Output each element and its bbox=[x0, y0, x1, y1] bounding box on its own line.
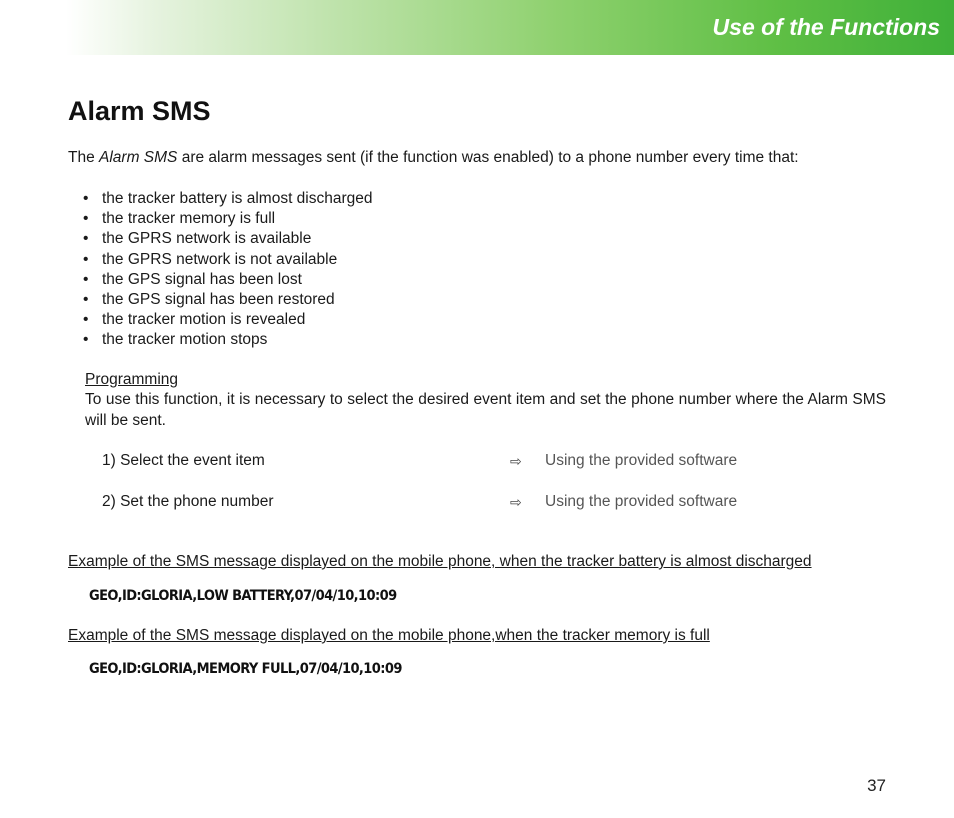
list-item bbox=[82, 310, 373, 330]
list-item-text: the tracker memory is full bbox=[102, 210, 276, 228]
list-item-text: the GPS signal has been lost bbox=[102, 270, 302, 288]
sms-message-battery: GEO,ID:GLORIA,LOW BATTERY,07/04/10,10:09 bbox=[89, 588, 397, 604]
arrow-right-icon: ⇨ bbox=[510, 453, 522, 469]
step-select-event bbox=[102, 451, 802, 471]
list-item-text: the GPRS network is not available bbox=[102, 250, 338, 268]
list-item bbox=[82, 330, 373, 350]
intro-paragraph bbox=[68, 148, 888, 168]
programming-text: To use this function, it is necessary to select the desired event item and set the phone number where the Alarm SMS will be sent. bbox=[85, 391, 886, 429]
example-heading-memory: Example of the SMS message displayed on the mobile phone,when the tracker memory is full bbox=[68, 627, 710, 644]
intro-prefix: The bbox=[68, 149, 100, 166]
step-label: 1) Select the event item bbox=[102, 452, 265, 469]
programming-heading: Programming bbox=[85, 371, 179, 388]
list-item-text: the tracker motion is revealed bbox=[102, 311, 306, 329]
list-item bbox=[82, 229, 373, 249]
list-item bbox=[82, 189, 373, 209]
section-title: Use of the Functions bbox=[712, 14, 940, 40]
page-number: 37 bbox=[867, 776, 886, 795]
bullet-icon: • bbox=[83, 190, 89, 207]
list-item-text: the GPRS network is available bbox=[102, 230, 312, 248]
bullet-icon: • bbox=[83, 230, 89, 248]
bullet-icon: • bbox=[83, 210, 89, 228]
intro-term: Alarm SMS bbox=[99, 149, 178, 166]
intro-suffix: are alarm messages sent (if the function was enabled) to a phone number every time that: bbox=[177, 149, 799, 166]
bullet-icon: • bbox=[83, 250, 89, 268]
example-heading-battery: Example of the SMS message displayed on the mobile phone, when the tracker battery is almost discharged bbox=[68, 553, 812, 570]
list-item bbox=[82, 290, 373, 310]
list-item bbox=[82, 250, 373, 270]
list-item-text: the GPS signal has been restored bbox=[102, 290, 335, 308]
list-item bbox=[82, 209, 373, 229]
step-method: Using the provided software bbox=[545, 452, 738, 469]
page-title: Alarm SMS bbox=[68, 96, 211, 126]
step-set-phone bbox=[102, 492, 802, 512]
step-method: Using the provided software bbox=[545, 493, 738, 510]
header-band bbox=[66, 0, 954, 55]
list-item-text: the tracker battery is almost discharged bbox=[102, 190, 373, 207]
list-item bbox=[82, 270, 373, 290]
bullet-icon: • bbox=[83, 270, 89, 288]
arrow-right-icon: ⇨ bbox=[510, 494, 522, 510]
bullet-icon: • bbox=[83, 290, 89, 308]
bullet-icon: • bbox=[83, 311, 89, 329]
bullet-icon: • bbox=[83, 331, 89, 349]
step-label: 2) Set the phone number bbox=[102, 493, 274, 510]
list-item-text: the tracker motion stops bbox=[102, 331, 268, 349]
condition-list bbox=[82, 189, 373, 351]
sms-message-memory: GEO,ID:GLORIA,MEMORY FULL,07/04/10,10:09 bbox=[89, 661, 402, 677]
